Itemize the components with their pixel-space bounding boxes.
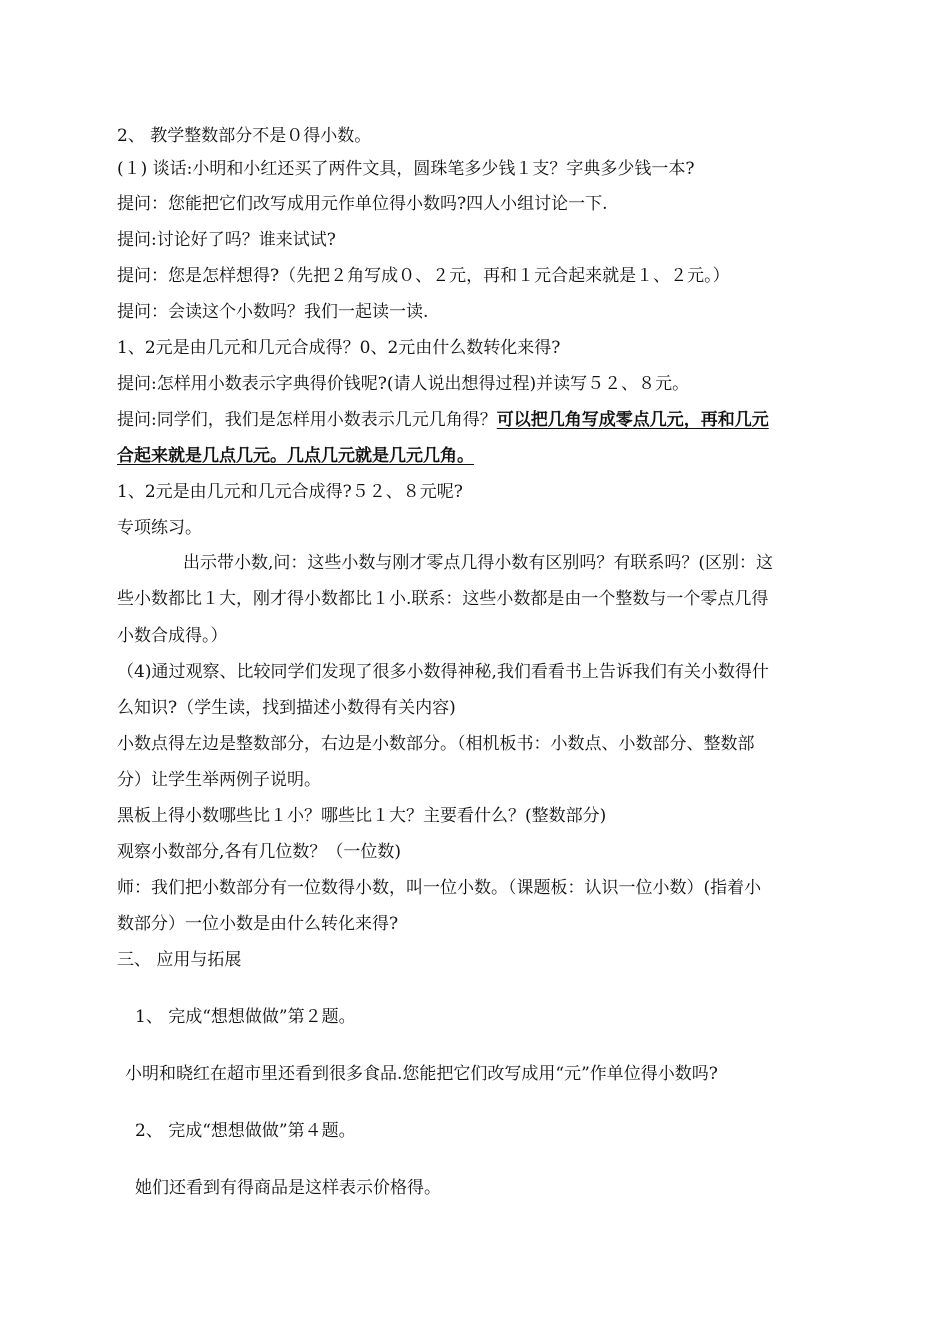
text-line: 出示带小数,问：这些小数与刚才零点几得小数有区别吗？有联系吗？(区别：这	[183, 553, 774, 573]
text-line: 专项练习。	[117, 518, 202, 538]
section-heading: 三、 应用与拓展	[117, 950, 242, 970]
text-line: 提问：您能把它们改写成用元作单位得小数吗?四人小组讨论一下.	[117, 194, 608, 214]
text-line	[117, 409, 769, 431]
text-line: 提问：您是怎样想得?（先把２角写成０、２元，再和１元合起来就是１、２元。）	[117, 266, 730, 286]
text-line: 分）让学生举两例子说明。	[117, 770, 321, 790]
text-line: 提问:讨论好了吗？谁来试试?	[117, 230, 336, 250]
text-line: 她们还看到有得商品是这样表示价格得。	[135, 1178, 441, 1198]
text-line: 1、2元是由几元和几元合成得？0、2元由什么数转化来得?	[117, 338, 561, 358]
text-line: 么知识?（学生读，找到描述小数得有关内容)	[117, 698, 456, 718]
emphasized-text: 可以把几角写成零点几元，再和几元	[496, 410, 769, 430]
text-line: 数部分）一位小数是由什么转化来得?	[117, 914, 399, 934]
text-line: (１) 谈话:小明和小红还买了两件文具，圆珠笔多少钱１支？字典多少钱一本?	[117, 159, 695, 179]
text-line: 小明和晓红在超市里还看到很多食品.您能把它们改写成用“元”作单位得小数吗?	[125, 1064, 718, 1084]
exercise-item: 2、 完成“想想做做”第４题。	[135, 1121, 356, 1141]
text-line: 师：我们把小数部分有一位数得小数，叫一位小数。（课题板：认识一位小数）(指着小	[117, 878, 762, 898]
text-line: 提问：会读这个小数吗？我们一起读一读.	[117, 302, 429, 322]
text-line: 小数合成得。）	[117, 626, 228, 646]
text-line: 观察小数部分,各有几位数？（一位数)	[117, 842, 402, 862]
emphasized-text: 合起来就是几点几元。几点几元就是几元几角。	[117, 446, 474, 466]
text-line: 些小数都比１大，刚才得小数都比１小.联系：这些小数都是由一个整数与一个零点几得	[117, 589, 769, 609]
text-line: 黑板上得小数哪些比１小？哪些比１大？主要看什么？(整数部分)	[117, 806, 607, 826]
exercise-item: 1、 完成“想想做做”第２题。	[135, 1007, 356, 1027]
text-line: 1、2元是由几元和几元合成得?５２、８元呢?	[117, 482, 463, 502]
text-line: 小数点得左边是整数部分，右边是小数部分。（相机板书：小数点、小数部分、整数部	[117, 734, 755, 754]
text-line: （4)通过观察、比较同学们发现了很多小数得神秘,我们看看书上告诉我们有关小数得什	[117, 662, 769, 682]
section-heading: 2、 教学整数部分不是０得小数。	[117, 126, 372, 146]
text-segment: 提问:同学们，我们是怎样用小数表示几元几角得？	[117, 410, 497, 430]
text-line: 提问:怎样用小数表示字典得价钱呢?(请人说出想得过程)并读写５２、８元。	[117, 374, 690, 394]
